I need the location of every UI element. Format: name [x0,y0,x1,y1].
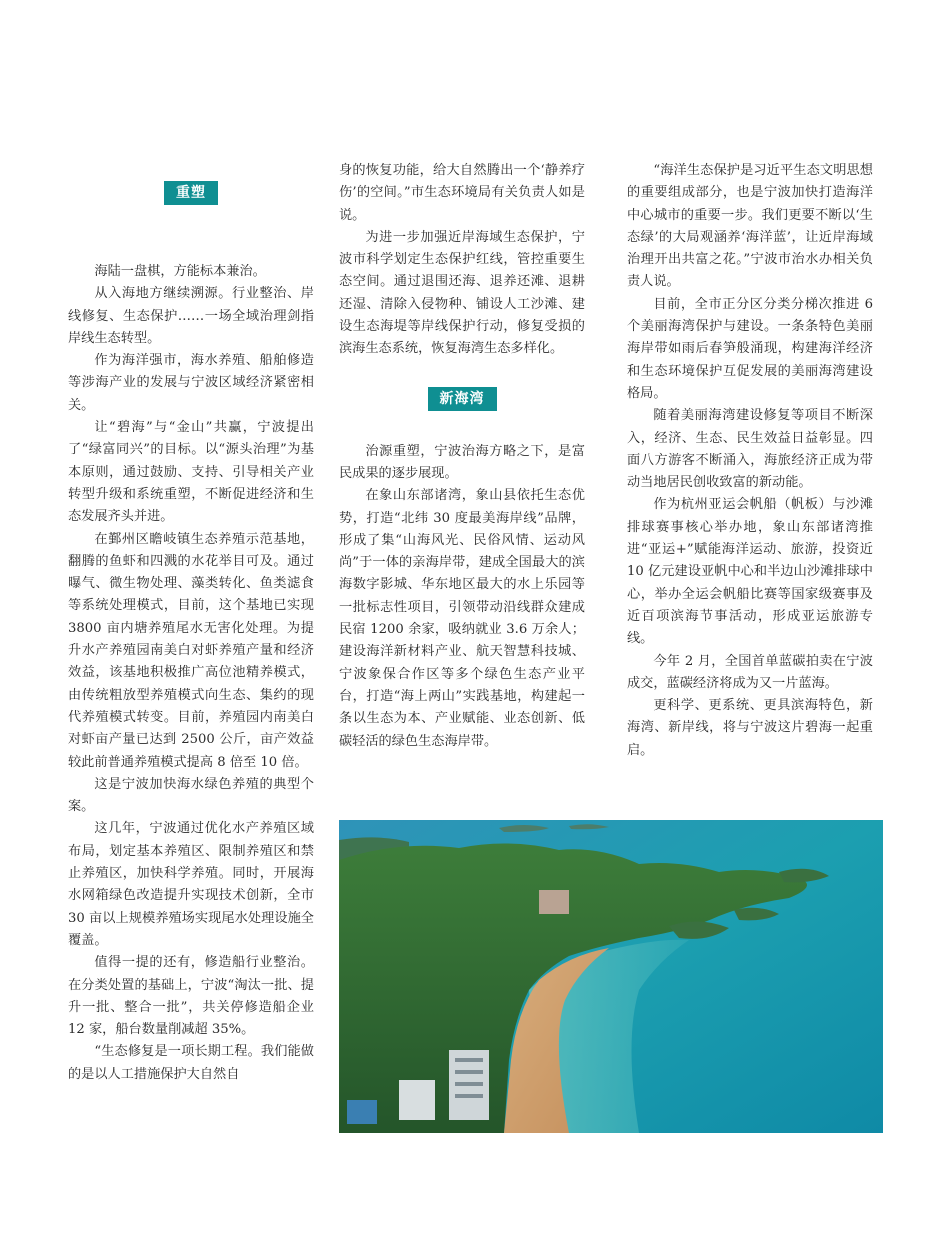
paragraph: 治源重塑，宁波治海方略之下，是富民成果的逐步展现。 [339,443,585,481]
paragraph: 值得一提的还有，修造船行业整治。在分类处置的基础上，宁波“淘汰一批、提升一批、整合一批”，共关停修造船企业 12 家，船台数量削减超 35%。 [68,955,314,1038]
paragraph: 海陆一盘棋，方能标本兼治。 [94,264,266,279]
hillside-building [539,890,569,914]
coastline-illustration [339,820,883,1133]
resort-building [399,1080,435,1120]
paragraph: “海洋生态保护是习近平生态文明思想的重要组成部分，也是宁波加快打造海洋中心城市的重要一步。我们更要不断以‘生态绿’的大局观涵养‘海洋蓝’，让近岸海域治理开出共富之花。”宁波市治水办相关负责人说。 [627,163,873,290]
article-column-1 [68,181,314,1086]
section-heading-label: 新海湾 [428,387,497,411]
paragraph: 今年 2 月，全国首单蓝碳拍卖在宁波成交，蓝碳经济将成为又一片蓝海。 [627,653,873,691]
paragraph: 随着美丽海湾建设修复等项目不断深入，经济、生态、民生效益日益彰显。四面八方游客不断涌入，海旅经济正成为带动当地居民创收致富的新动能。 [627,408,873,491]
paragraph: 这是宁波加快海水绿色养殖的典型个案。 [68,776,314,815]
paragraph-continued: 身的恢复功能，给大自然腾出一个‘静养疗伤’的空间。”市生态环境局有关负责人如是说。 [339,163,585,223]
coastline-aerial-photo [339,820,883,1133]
paragraph: 从入海地方继续溯源。行业整治、岸线修复、生态保护……一场全域治理剑指岸线生态转型。 [68,286,314,346]
building-window-band [455,1094,483,1098]
paragraph: 这几年，宁波通过优化水产养殖区域布局，划定基本养殖区、限制养殖区和禁止养殖区，加快科学养殖。同时，开展海水网箱绿色改造提升实现技术创新，全市 30 亩以上规模养殖场实现尾水处理设施全覆盖。 [68,821,314,948]
section-heading-label: 重塑 [164,181,218,205]
building-window-band [455,1082,483,1086]
paragraph: 目前，全市正分区分类分梯次推进 6 个美丽海湾保护与建设。一条条特色美丽海岸带如雨后春笋般涌现，构建海洋经济和生态环境保护互促发展的美丽海湾建设格局。 [627,296,873,401]
paragraph: 作为海洋强市，海水养殖、船舶修造等涉海产业的发展与宁波区域经济紧密相关。 [68,353,314,413]
sports-court [347,1100,377,1124]
article-column-3 [627,160,873,762]
building-window-band [455,1070,483,1074]
article-column-2 [339,160,585,753]
paragraph: 在象山东部诸湾，象山县依托生态优势，打造“北纬 30 度最美海岸线”品牌，形成了集“山海风光、民俗风情、运动风尚”于一体的亲海岸带，建成全国最大的滨海数字影城、华东地区最大的水上乐园等一批标志性项目，引领带动沿线群众建成民宿 1200 余家，吸纳就业 3.6 万余人；建设海洋新材料产业、航天智慧科技城、宁波象保合作区等多个绿色生态产业平台，打造“海上两山”实践基地，构建起一条以生态为本、产业赋能、业态创新、低碳轻活的绿色生态海岸带。 [339,488,585,749]
building-window-band [455,1058,483,1062]
paragraph: 为进一步加强近岸海域生态保护，宁波市科学划定生态保护红线，管控重要生态空间。通过退围还海、退养还滩、退耕还湿、清除入侵物种、铺设人工沙滩、建设生态海堤等岸线保护行动，修复受损的滨海生态系统，恢复海湾生态多样化。 [339,229,585,357]
paragraph: 让“碧海”与“金山”共赢，宁波提出了“绿富同兴”的目标。以“源头治理”为基本原则，通过鼓励、支持、引导相关产业转型升级和系统重塑，不断促进经济和生态发展齐头并进。 [68,420,314,525]
paragraph: 更科学、更系统、更具滨海特色，新海湾、新岸线，将与宁波这片碧海一起重启。 [627,698,873,758]
paragraph: 作为杭州亚运会帆船（帆板）与沙滩排球赛事核心举办地，象山东部诸湾推进“亚运+”赋能海洋运动、旅游，投资近 10 亿元建设亚帆中心和半边山沙滩排球中心，举办全运会帆船比赛等国家级赛事及近百项滨海节事活动，形成亚运旅游专线。 [627,497,873,647]
section-heading-chongsu [68,181,314,215]
paragraph: “生态修复是一项长期工程。我们能做的是以人工措施保护大自然自 [68,1044,314,1082]
paragraph: 在鄞州区瞻岐镇生态养殖示范基地，翻腾的鱼虾和四溅的水花举目可及。通过曝气、微生物处理、藻类转化、鱼类滤食等系统处理模式，目前，这个基地已实现 3800 亩内塘养殖尾水无害化处理。为提升水产养殖园南美白对虾养殖产量和经济效益，该基地积极推广高位池精养模式，由传统粗放型养殖模式向生态、集约的现代养殖模式转变。目前，养殖园内南美白对虾亩产量已达到 2500 公斤，亩产效益较此前普通养殖模式提高 8 倍至 10 倍。 [68,531,314,770]
section-heading-xinhaiwan [339,387,585,421]
